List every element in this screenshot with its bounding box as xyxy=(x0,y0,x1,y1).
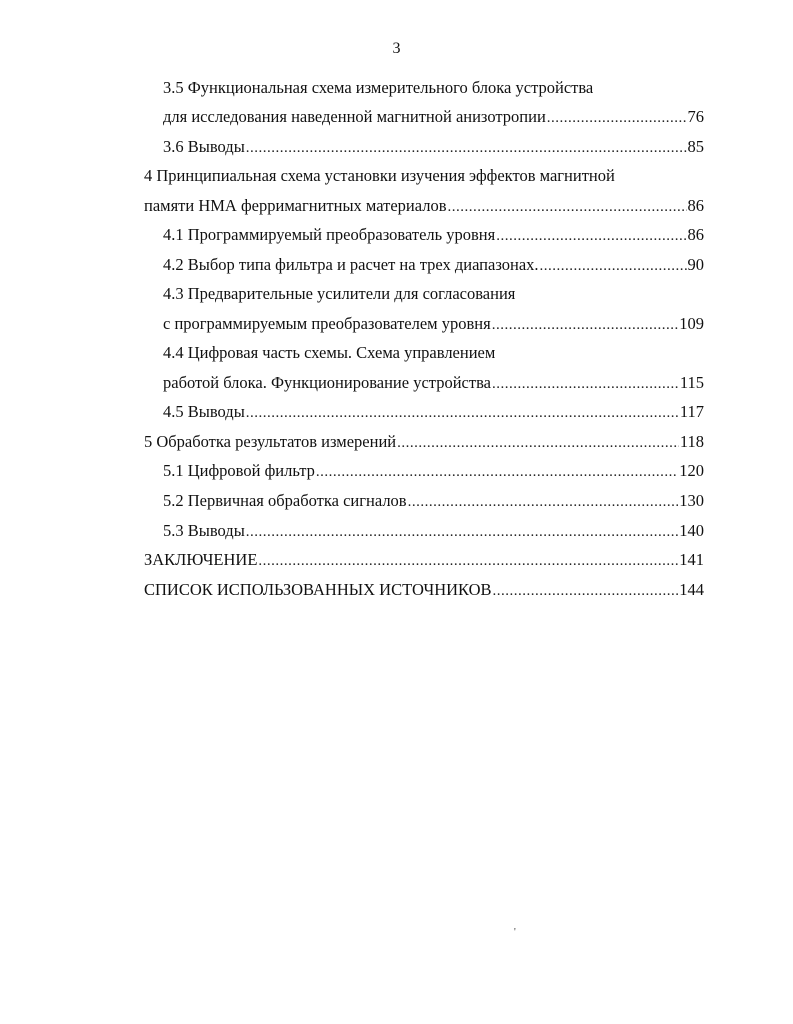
dot-leader xyxy=(246,398,679,428)
toc-entry-4-4-line-1[interactable] xyxy=(163,338,704,368)
toc-page-number: 130 xyxy=(679,491,704,510)
dot-leader xyxy=(246,517,678,547)
dot-leader xyxy=(492,369,679,399)
dot-leader xyxy=(547,103,687,133)
dot-leader xyxy=(540,251,687,281)
toc-page-number: 144 xyxy=(679,580,704,599)
toc-entry-3-6[interactable] xyxy=(163,132,704,162)
toc-entry-4-3-line-1[interactable] xyxy=(163,279,704,309)
toc-entry-4-line-1[interactable] xyxy=(144,161,704,191)
toc-entry-conclusion[interactable] xyxy=(144,545,704,575)
stray-mark: ' xyxy=(514,927,516,938)
dot-leader xyxy=(397,428,679,458)
toc-entry-3-5-line-1[interactable] xyxy=(163,73,704,103)
toc-entry-title: СПИСОК ИСПОЛЬЗОВАННЫХ ИСТОЧНИКОВ xyxy=(144,580,492,599)
toc-page-number: 109 xyxy=(679,314,704,333)
toc-entry-title: 4 Принципиальная схема установки изучения эффектов магнитной xyxy=(144,166,615,185)
dot-leader xyxy=(493,576,679,606)
dot-leader xyxy=(246,133,687,163)
toc-entry-title: 5.3 Выводы xyxy=(163,521,245,540)
toc-entry-title: 3.6 Выводы xyxy=(163,137,245,156)
toc-page-number: 90 xyxy=(687,255,704,274)
toc-page-number: 120 xyxy=(679,461,704,480)
toc-entry-title: 4.3 Предварительные усилители для согласования xyxy=(163,284,516,303)
toc-entry-title: с программируемым преобразователем уровня xyxy=(163,314,491,333)
toc-entry-title: 5 Обработка результатов измерений xyxy=(144,432,397,451)
dot-leader xyxy=(492,310,679,340)
toc-entry-title: работой блока. Функционирование устройства xyxy=(163,373,491,392)
toc-page-number: 86 xyxy=(687,225,704,244)
toc-page-number: 115 xyxy=(679,373,704,392)
toc-entry-4-5[interactable] xyxy=(163,397,704,427)
dot-leader xyxy=(496,221,686,251)
dot-leader xyxy=(448,192,687,222)
toc-page-number: 141 xyxy=(679,550,704,569)
toc-entry-title: 5.1 Цифровой фильтр xyxy=(163,461,315,480)
toc-page-number: 118 xyxy=(679,432,704,451)
toc-entry-5[interactable] xyxy=(144,427,704,457)
page-number: 3 xyxy=(392,40,401,57)
toc-entry-4-3-line-2[interactable] xyxy=(163,309,704,339)
toc-page-number: 76 xyxy=(687,107,704,126)
toc-entry-title: 4.4 Цифровая часть схемы. Схема управлением xyxy=(163,343,496,362)
toc-entry-title: ЗАКЛЮЧЕНИЕ xyxy=(144,550,258,569)
toc-entry-4-4-line-2[interactable] xyxy=(163,368,704,398)
dot-leader xyxy=(408,487,679,517)
toc-page-number: 117 xyxy=(679,402,704,421)
toc-entry-5-1[interactable] xyxy=(163,456,704,486)
toc-entry-3-5-line-2[interactable] xyxy=(163,102,704,132)
toc-entry-title: для исследования наведенной магнитной анизотропии xyxy=(163,107,546,126)
toc-entry-4-2[interactable] xyxy=(163,250,704,280)
toc-entry-title: 4.2 Выбор типа фильтра и расчет на трех диапазонах. xyxy=(163,255,539,274)
dot-leader xyxy=(258,546,678,576)
toc-entry-title: 5.2 Первичная обработка сигналов xyxy=(163,491,407,510)
toc-entry-title: 4.1 Программируемый преобразователь уровня xyxy=(163,225,496,244)
toc-entry-5-2[interactable] xyxy=(163,486,704,516)
toc-page-number: 85 xyxy=(687,137,704,156)
toc-entry-4-1[interactable] xyxy=(163,220,704,250)
toc-page-number: 86 xyxy=(687,196,704,215)
dot-leader xyxy=(316,457,678,487)
toc-entry-title: 4.5 Выводы xyxy=(163,402,245,421)
toc-page-number: 140 xyxy=(679,521,704,540)
toc-entry-references[interactable] xyxy=(144,575,704,605)
toc-entry-title: памяти НМА ферримагнитных материалов xyxy=(144,196,447,215)
toc-entry-title: 3.5 Функциональная схема измерительного блока устройства xyxy=(163,78,594,97)
toc-entry-5-3[interactable] xyxy=(163,516,704,546)
toc-entry-4-line-2[interactable] xyxy=(144,191,704,221)
